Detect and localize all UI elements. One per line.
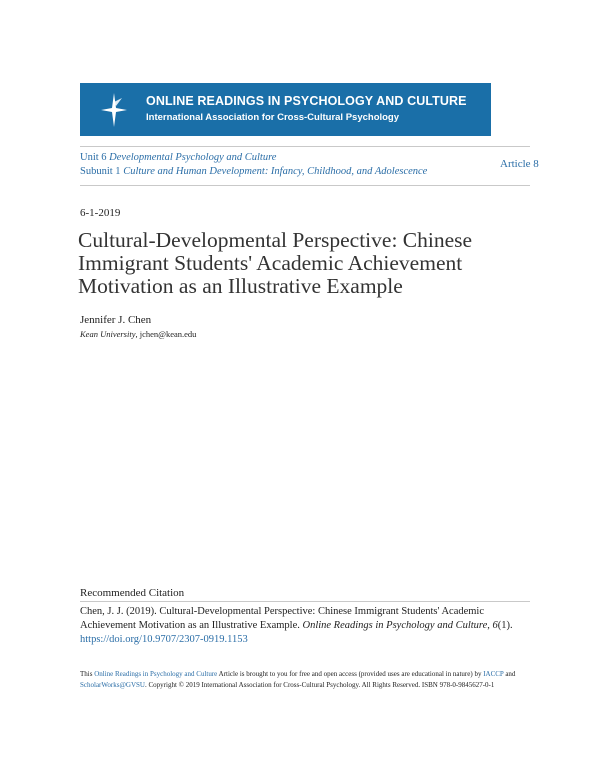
top-divider xyxy=(80,146,530,147)
recommended-citation-heading: Recommended Citation xyxy=(80,587,185,599)
affiliation-name: Kean University xyxy=(80,329,136,339)
doi-link[interactable]: https://doi.org/10.9707/2307-0919.1153 xyxy=(80,634,248,645)
author-affiliation xyxy=(80,329,196,339)
citation-journal: Online Readings in Psychology and Culture xyxy=(302,620,488,631)
mid-divider xyxy=(80,185,530,186)
publication-date: 6-1-2019 xyxy=(80,207,121,219)
subunit-label: Subunit 1 xyxy=(80,166,121,177)
banner-title: ONLINE READINGS IN PSYCHOLOGY AND CULTURE xyxy=(146,94,467,108)
footer-notice: This Online Readings in Psychology and Culture Article is brought to you for free and open access (provided uses are educational in nature) by IACCP and ScholarWorks@GVSU. Copyright © 2019 International Association for Cross-Cultural Psychology. All Rights Reserved. ISBN 978-0-9845627-0-1 xyxy=(80,670,516,689)
banner-subtitle: International Association for Cross-Cultural Psychology xyxy=(146,112,400,123)
footer-scholarworks-link[interactable]: ScholarWorks@GVSU xyxy=(80,681,145,689)
unit-label: Unit 6 xyxy=(80,152,107,163)
citation-volume: 6 xyxy=(492,620,498,631)
compass-star-icon xyxy=(100,92,128,128)
author-name: Jennifer J. Chen xyxy=(80,314,152,326)
journal-banner[interactable] xyxy=(80,83,491,136)
article-number: Article 8 xyxy=(500,158,539,170)
unit-link[interactable]: Developmental Psychology and Culture xyxy=(109,152,277,163)
article-title: Cultural-Developmental Perspective: Chinese Immigrant Students' Academic Achievement Motivation as an Illustrative Example xyxy=(78,228,473,298)
footer-iaccp-link[interactable]: IACCP xyxy=(483,670,504,678)
subunit-link[interactable]: Culture and Human Development: Infancy, Childhood, and Adolescence xyxy=(123,166,428,177)
unit-line xyxy=(80,152,276,163)
subunit-line xyxy=(80,166,427,177)
citation-divider xyxy=(80,601,530,602)
citation-text: Chen, J. J. (2019). Cultural-Developmental Perspective: Chinese Immigrant Students' Academic Achievement Motivation as an Illustrative Example. Online Readings in Psychology and Culture, 6(1). https://doi.org/10.9707/2307-0919.1153 xyxy=(80,606,513,645)
footer-journal-link[interactable]: Online Readings in Psychology and Culture xyxy=(94,670,218,678)
author-email[interactable]: , jchen@kean.edu xyxy=(135,329,197,339)
